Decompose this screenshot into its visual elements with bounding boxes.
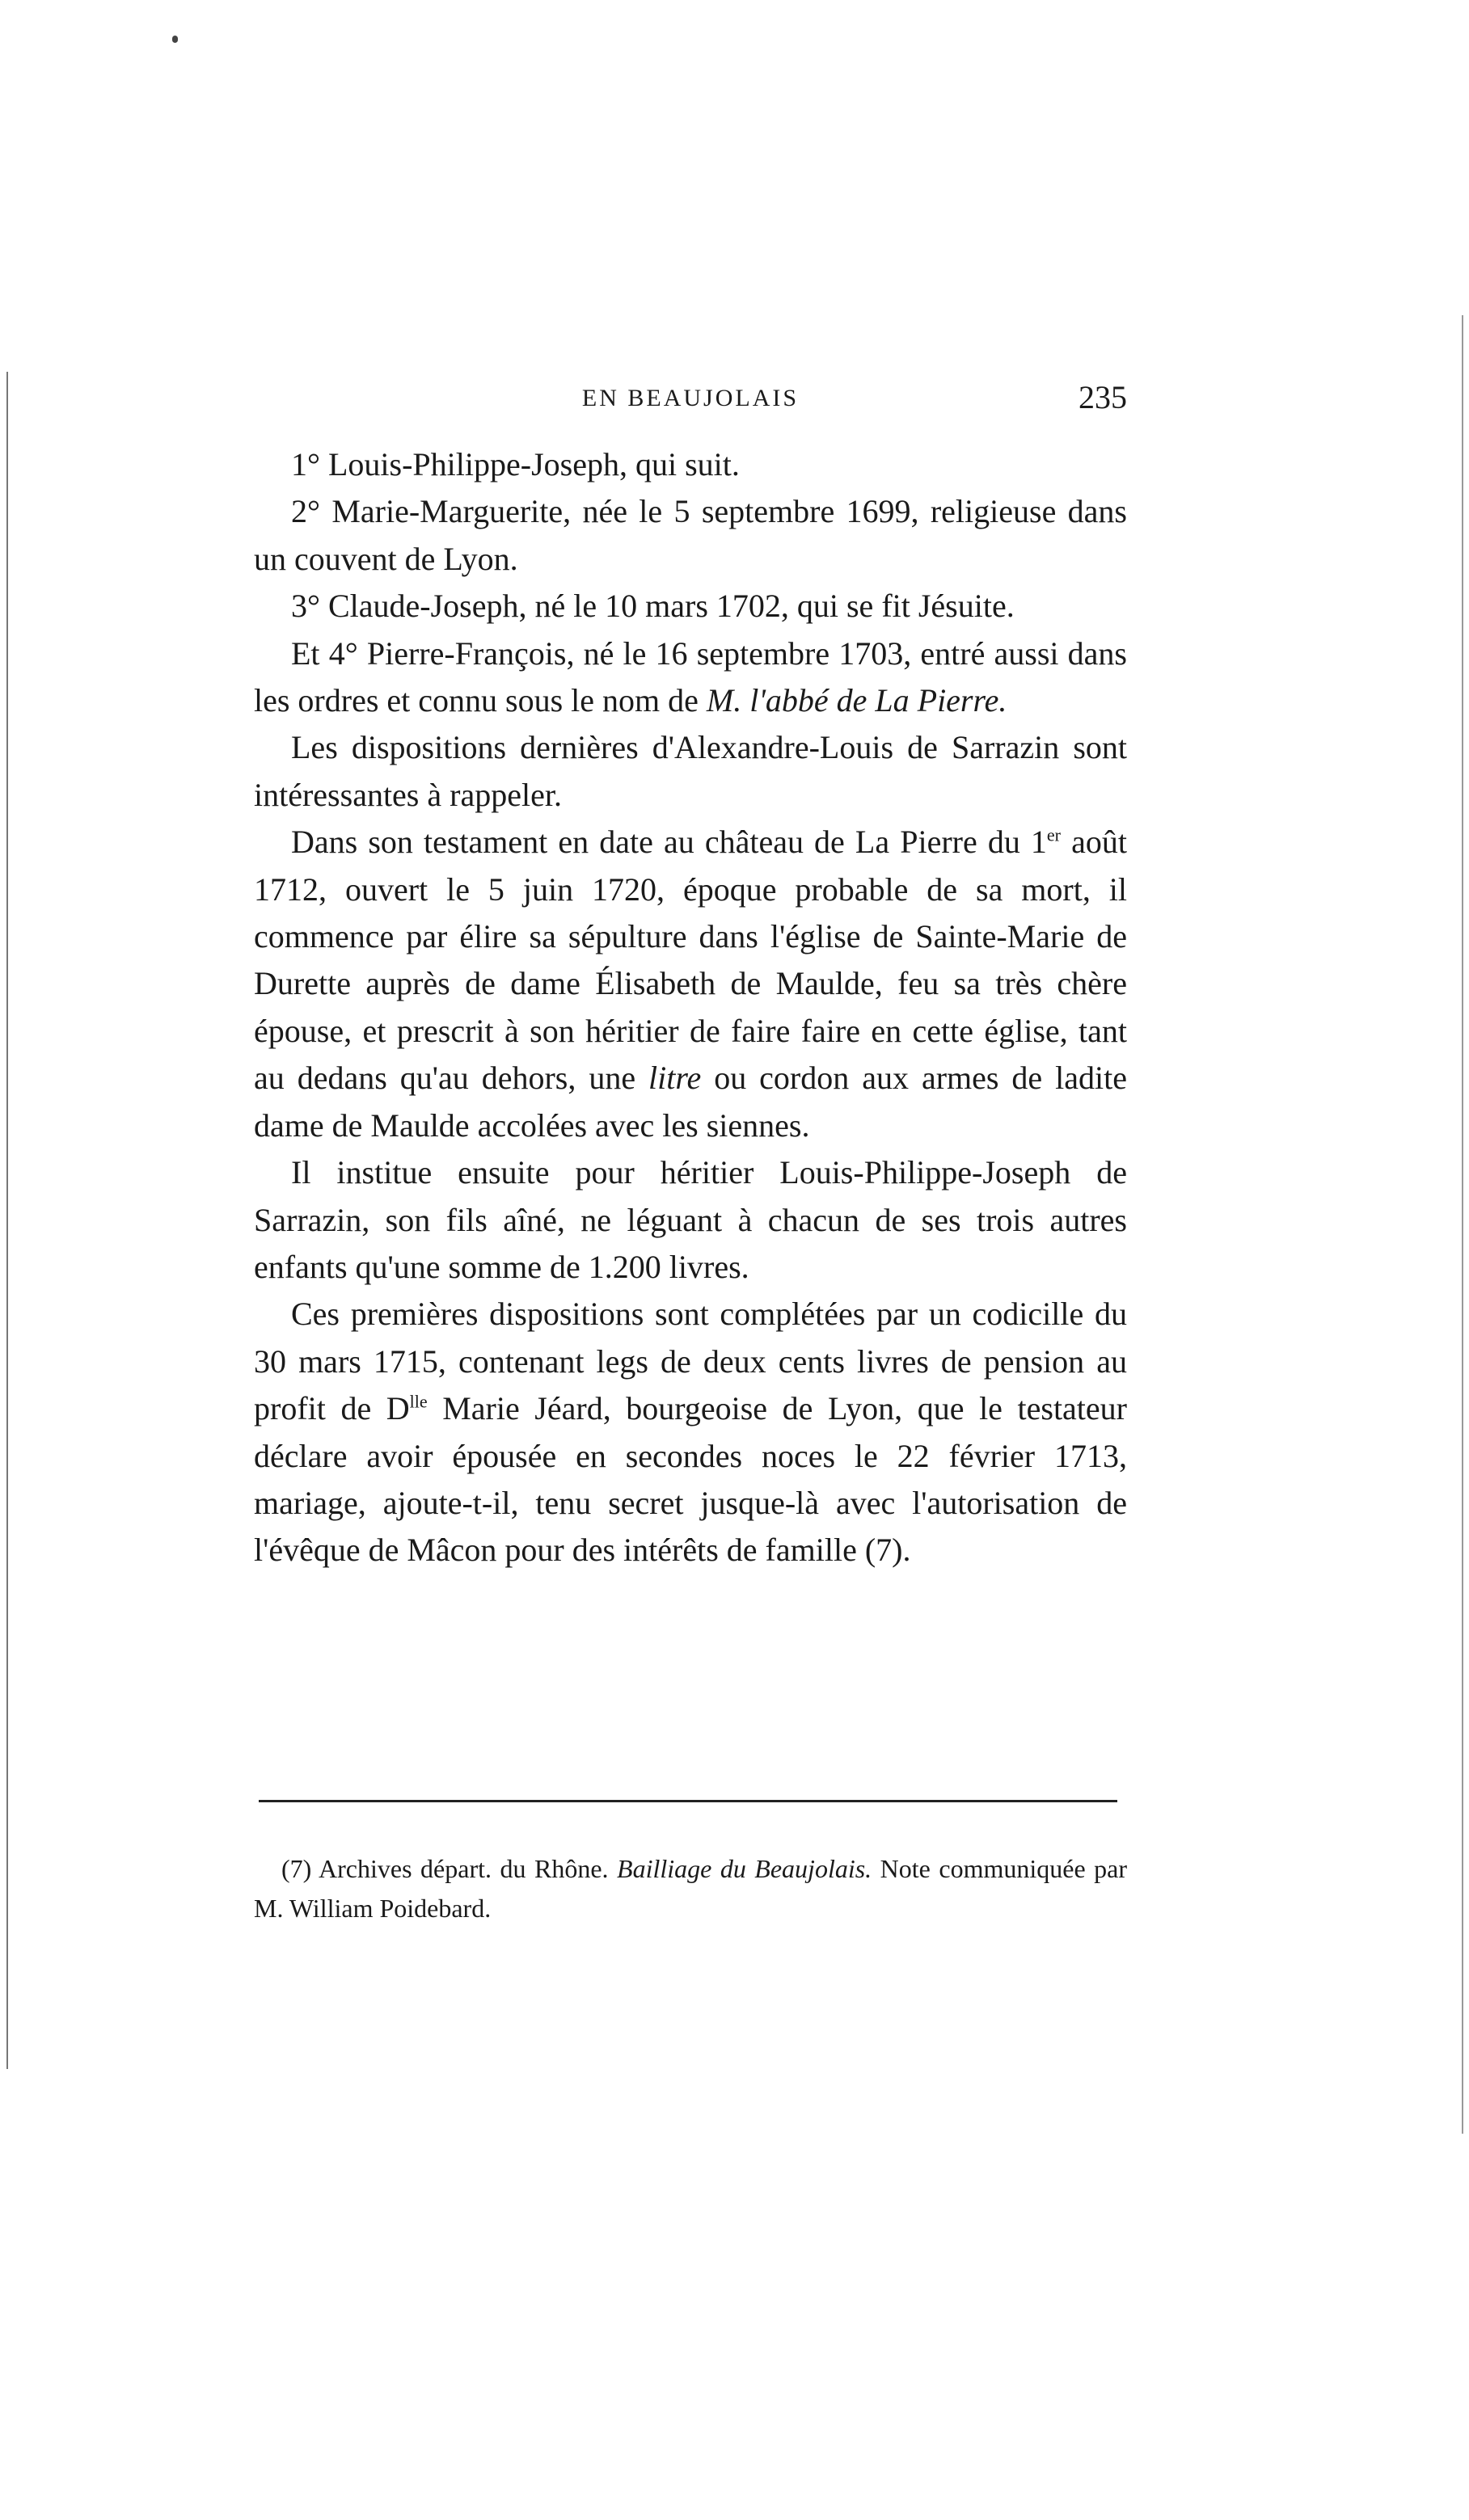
- paragraph-text: Marie Jéard, bourgeoise de Lyon, que le testateur déclare avoir épousée en secondes noces le 22 février 1713, mariage, ajoute-t-il, tenu secret jusque-là avec l'autorisation de l'évêque de Mâcon pour des intérêts de famille (7).: [254, 1390, 1127, 1569]
- scan-edge-line-left: [6, 372, 8, 2069]
- paragraph-dispositions: Les dispositions dernières d'Alexandre-Louis de Sarrazin sont intéressantes à rappeler.: [254, 729, 1127, 813]
- paragraph-text: ou cordon aux armes de ladite dame de Maulde accolées avec les siennes.: [254, 1060, 1128, 1144]
- paragraph-heir: Il institue ensuite pour héritier Louis-Philippe-Joseph de Sarrazin, son fils aîné, ne léguant à chacun de ses trois autres enfants qu'une somme de 1.200 livres.: [254, 1154, 1127, 1285]
- italic-word: litre: [648, 1060, 702, 1097]
- scan-speck: [172, 36, 178, 43]
- footnote-text: [254, 1849, 1127, 1928]
- main-text: [254, 441, 1127, 1574]
- page-number: 235: [1079, 379, 1127, 415]
- italic-name: M. l'abbé de La Pierre.: [706, 682, 1007, 719]
- paragraph-text: Dans son testament en date au château de La Pierre du 1: [291, 824, 1047, 861]
- paragraph-text: Et 4° Pierre-François, né le 16 septembre 1703, entré aussi dans les ordres et connu sous le nom de: [254, 634, 1127, 719]
- footnote-start: (7) Archives départ. du Rhône.: [281, 1854, 618, 1883]
- paragraph-text: août 1712, ouvert le 5 juin 1720, époque probable de sa mort, il commence par élire sa sépulture dans l'église de Sainte-Marie de Durette auprès de dame Élisabeth de Maulde, feu sa très chère épouse, et prescrit à son héritier de faire faire en cette église, tant au dedans qu'au dehors, une: [254, 824, 1127, 1097]
- footnote-italic: Bailliage du Beaujolais.: [617, 1854, 872, 1883]
- running-title: EN BEAUJOLAIS: [581, 385, 800, 411]
- paragraph-item-4: [254, 630, 1127, 725]
- paragraph-testament: [254, 819, 1127, 1149]
- paragraph-text: Ces premières dispositions sont complétées par un codicille du 30 mars 1715, contenant legs de deux cents livres de pension au profit de D: [254, 1296, 1127, 1427]
- running-header: [254, 378, 1127, 427]
- footnote: [254, 1849, 1127, 1928]
- paragraph-codicil: [254, 1291, 1127, 1574]
- scan-edge-line-right: [1462, 315, 1463, 2134]
- footnote-divider: [259, 1800, 1117, 1802]
- paragraph-item-2: 2° Marie-Marguerite, née le 5 septembre 1699, religieuse dans un couvent de Lyon.: [254, 493, 1127, 577]
- paragraph-item-3: 3° Claude-Joseph, né le 10 mars 1702, qui se fit Jésuite.: [291, 588, 1015, 625]
- superscript: lle: [409, 1391, 428, 1412]
- superscript: er: [1046, 824, 1062, 845]
- paragraph-item-1: 1° Louis-Philippe-Joseph, qui suit.: [291, 446, 740, 483]
- footnote-end: Note communiquée par M. William Poidebard.: [254, 1854, 1128, 1923]
